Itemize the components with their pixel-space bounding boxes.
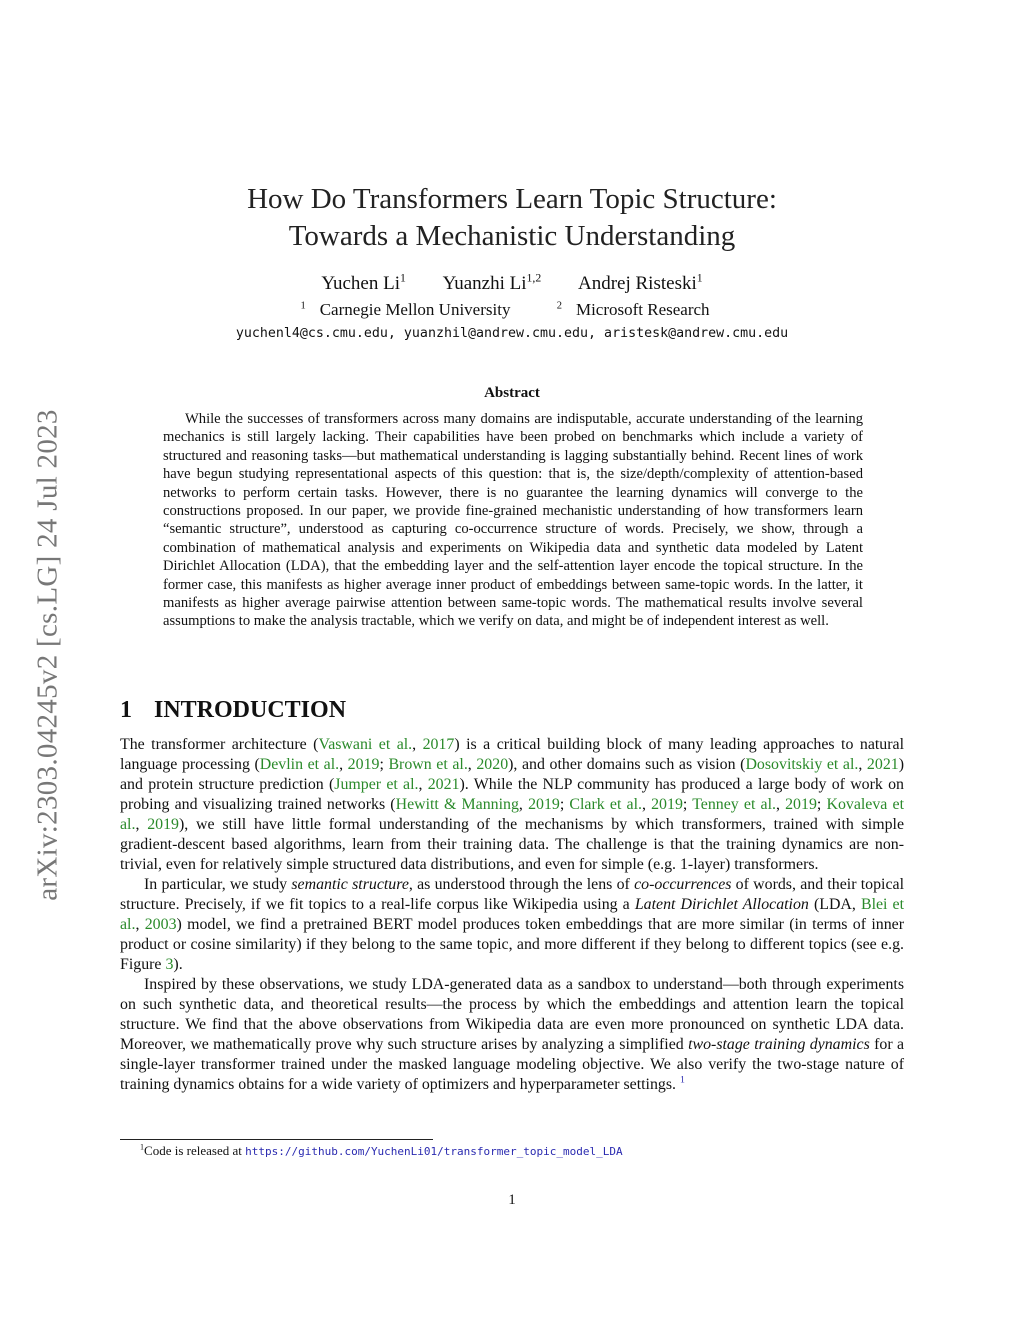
citation-link[interactable]: Clark et al.	[569, 796, 642, 813]
citation-link[interactable]: 2019	[347, 756, 380, 773]
arxiv-identifier: arXiv:2303.04245v2 [cs.LG] 24 Jul 2023	[31, 409, 64, 901]
citation-link[interactable]: Hewitt & Manning	[395, 796, 519, 813]
footnote-rule	[120, 1139, 433, 1140]
citation-link[interactable]: Tenney et al.	[692, 796, 776, 813]
section-title: INTRODUCTION	[154, 697, 347, 723]
footnote-link[interactable]: 1	[680, 1074, 685, 1086]
footnote: $^1$Code is released at https://github.com/YuchenLi01/transformer_topic_model_LDA	[140, 1142, 623, 1158]
section-number: 1	[120, 697, 132, 723]
title-line-2: Towards a Mechanistic Understanding	[288, 220, 736, 252]
section-heading	[120, 697, 346, 724]
author: Andrej Risteski$^1$	[578, 271, 703, 294]
author-emails: yuchenl4@cs.cmu.edu, yuanzhil@andrew.cmu.edu, aristesk@andrew.cmu.edu	[235, 326, 789, 341]
citation-link[interactable]: 2020	[476, 756, 509, 773]
code-url-link[interactable]: https://github.com/YuchenLi01/transformer_topic_model_LDA	[245, 1145, 623, 1158]
paragraph: In particular, we study semantic structure, as understood through the lens of co-occurrences of words, and their topical structure. Precisely, if we fit topics to a real-life corpus like Wikipedia using a Latent Dirichlet Allocation (LDA, Blei et al., 2003) model, we find a pretrained BERT model produces token embeddings that are more similar (in terms of inner product or cosine similarity) if they belong to the same topic, and more different if they belong to different topics (see e.g. Figure 3).	[120, 876, 904, 973]
citation-link[interactable]: 2021	[427, 776, 460, 793]
citation-link[interactable]: 2019	[528, 796, 560, 813]
citation-link[interactable]: Dosovitskiy et al.	[745, 756, 859, 773]
citation-link[interactable]: 2003	[144, 916, 177, 933]
figure-link[interactable]: 3	[165, 956, 174, 973]
affiliation: $^1$ Carnegie Mellon University	[300, 300, 511, 319]
abstract-heading: Abstract	[484, 385, 540, 401]
title-line-1: How Do Transformers Learn Topic Structure:	[247, 183, 777, 215]
citation-link[interactable]: Devlin et al.	[259, 756, 340, 773]
author: Yuchen Li$^1$	[321, 271, 406, 294]
citation-link[interactable]: Vaswani et al.	[318, 736, 413, 753]
citation-link[interactable]: 2019	[785, 796, 817, 813]
abstract-text: While the successes of transformers across many domains are indisputable, accurate understanding of the learning mechanics is still largely lacking. Their capabilities have been probed on benchmarks which include a variety of structured and reasoning tasks—but mathematical understanding is lagging substantially behind. Recent lines of work have begun studying representational aspects of this question: that is, the size/depth/complexity of attention-based networks to perform certain tasks. However, there is no guarantee the learning dynamics will converge to the constructions proposed. In our paper, we provide fine-grained mechanistic understanding of how transformers learn “semantic structure”, understood as capturing co-occurrence structure of words. Precisely, we show, through a combination of mathematical analysis and experiments on Wikipedia data and synthetic data modeled by Latent Dirichlet Allocation (LDA), that the embedding layer and the self-attention layer encode the topical structure. In the former case, this manifests as higher average inner product of embeddings between same-topic words. In the latter, it manifests as higher average pairwise attention between same-topic words. The mathematical results involve several assumptions to make the analysis tractable, which we verify on data, and might be of independent interest as well.	[163, 411, 863, 630]
citation-link[interactable]: 2019	[147, 816, 179, 833]
paragraph: Inspired by these observations, we study LDA-generated data as a sandbox to understand—both through experiments on such synthetic data, and theoretical results—the process by which the embeddings and attention learn the topical structure. We find that the above observations from Wikipedia data are even more pronounced on synthetic LDA data. Moreover, we mathematically prove why such structure arises by analyzing a simplified two-stage training dynamics for a single-layer transformer trained under the masked language modeling objective. We also verify the two-stage nature of training dynamics obtains for a wide variety of optimizers and hyperparameter settings. $^1$	[120, 976, 904, 1093]
author-list	[0, 273, 1024, 295]
author: Yuanzhi Li$^{1,2}$	[442, 271, 542, 294]
introduction-body	[120, 735, 904, 1095]
citation-link[interactable]: 2019	[651, 796, 683, 813]
affiliations	[0, 300, 1024, 320]
paper-title	[0, 181, 1024, 255]
citation-link[interactable]: 2021	[866, 756, 899, 773]
page-number: 1	[508, 1192, 516, 1208]
citation-link[interactable]: 2017	[422, 736, 455, 753]
affiliation: $^2$ Microsoft Research	[556, 300, 710, 319]
citation-link[interactable]: Jumper et al.	[334, 776, 419, 793]
citation-link[interactable]: Blei et al.	[120, 896, 904, 933]
citation-link[interactable]: Brown et al.	[388, 756, 468, 773]
citation-link[interactable]: Kovaleva et al.	[120, 796, 904, 833]
paragraph: The transformer architecture (Vaswani et al., 2017) is a critical building block of many leading approaches to natural language processing (Devlin et al., 2019; Brown et al., 2020), and other domains such as vision (Dosovitskiy et al., 2021) and protein structure prediction (Jumper et al., 2021). While the NLP community has produced a large body of work on probing and visualizing trained networks (Hewitt & Manning, 2019; Clark et al., 2019; Tenney et al., 2019; Kovaleva et al., 2019), we still have little formal understanding of the mechanisms by which transformers, trained with simple gradient-descent based algorithms, learn from their training data. The challenge is that the training dynamics are non-trivial, even for relatively simple structured data distributions, and even for simple (e.g. 1-layer) transformers.	[120, 736, 905, 873]
arxiv-sidebar	[22, 370, 74, 940]
